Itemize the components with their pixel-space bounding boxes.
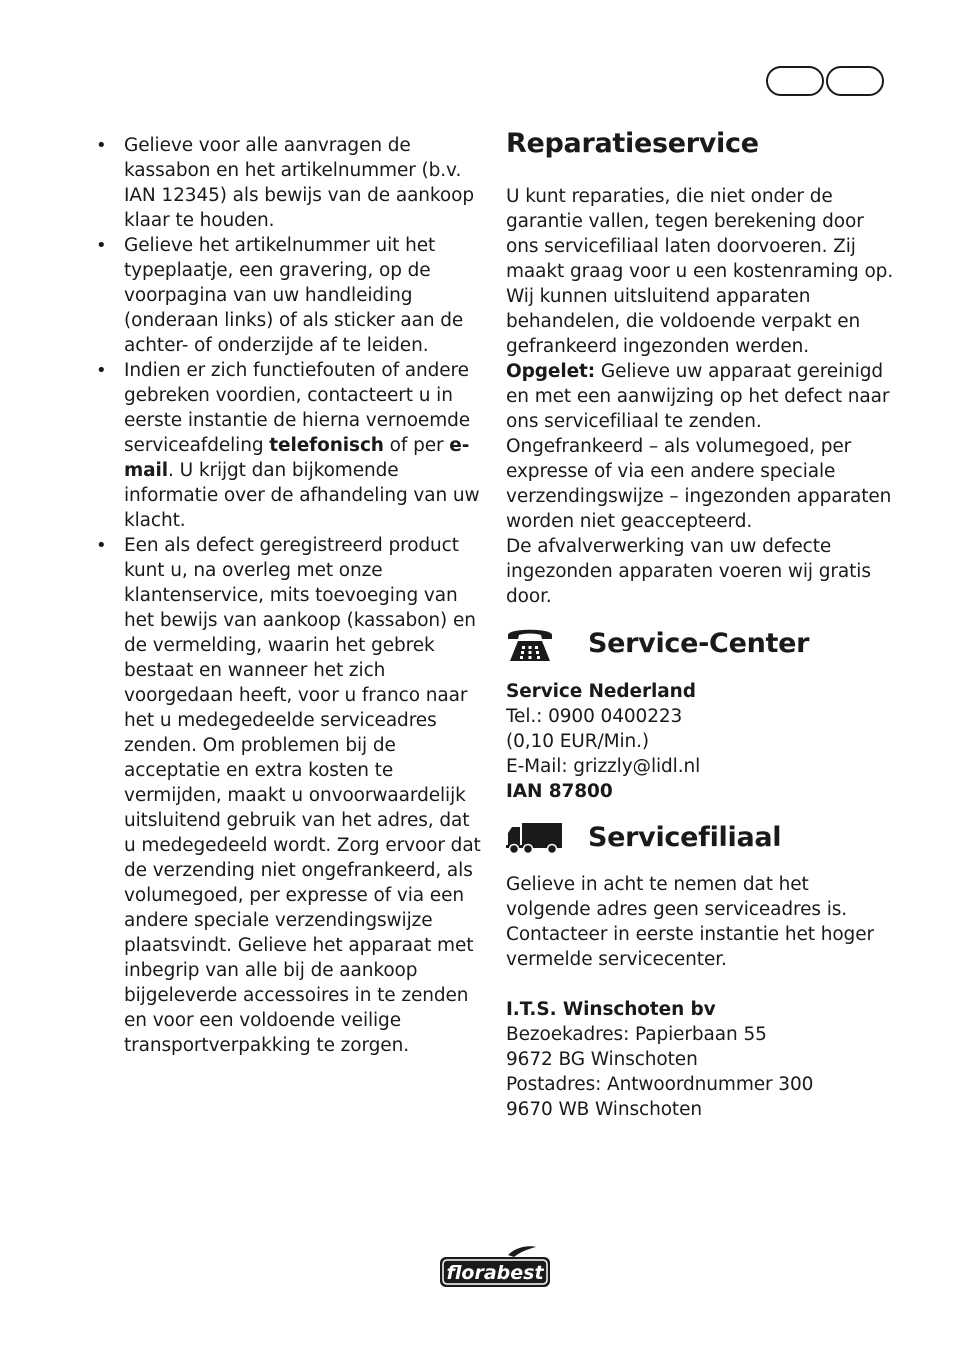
address-line: 9670 WB Winschoten	[506, 1099, 702, 1120]
bold-word: e-mail	[124, 435, 470, 481]
list-item	[96, 233, 486, 358]
bullet-text: Een als defect geregistreerd product kunt u, na overleg met onze klantenservice, mits toevoeging van het bewijs van aankoop (kassabon) en de vermelding, waarin het gebrek bestaat en wanneer het zich voorgedaan heeft, voor u franco naar het u medegedeelde serviceadres zenden. Om problemen bij de acceptatie en extra kosten te vermijden, maakt u onvoorwaardelijk uitsluitend gebruik van het adres, dat u medegedeeld wordt. Zorg ervoor dat de verzending niet ongefrankeerd, als volumegoed, per expresse of via een andere speciale verzendingswijze plaatsvindt. Gelieve het apparaat met inbegrip van alle bij de aankoop bijgeleverde accessoires in te zenden en voor een voldoende veilige transportverpakking te zorgen.	[124, 535, 481, 1056]
bullet-text: of per	[383, 435, 450, 456]
section-title-service-center: Service-Center	[588, 628, 810, 659]
paragraph: Gelieve in acht te nemen dat het volgende adres geen serviceadres is. Contacteer in eerste instantie het hoger vermelde servicecenter.	[506, 874, 874, 970]
list-item	[96, 533, 486, 1058]
address-line: Bezoekadres: Papierbaan 55	[506, 1024, 767, 1045]
list-item	[96, 358, 486, 533]
service-rate: (0,10 EUR/Min.)	[506, 731, 650, 752]
language-badge-2	[826, 66, 884, 96]
service-tel: Tel.: 0900 0400223	[506, 706, 683, 727]
truck-icon	[506, 821, 564, 855]
address-line: 9672 BG Winschoten	[506, 1049, 698, 1070]
language-badges	[766, 66, 884, 96]
left-column	[96, 133, 486, 1058]
bold-label: Opgelet:	[506, 361, 596, 382]
address-line: Postadres: Antwoordnummer 300	[506, 1074, 814, 1095]
service-ian: IAN 87800	[506, 781, 613, 802]
bold-word: telefonisch	[269, 435, 384, 456]
paragraph: De afvalverwerking van uw defecte ingezonden apparaten voeren wij gratis door.	[506, 536, 871, 607]
service-name: Service Nederland	[506, 681, 696, 702]
servicefiliaal-header	[506, 820, 896, 856]
bullet-list	[96, 133, 486, 1058]
paragraph: Ongefrankeerd – als volumegoed, per expresse of via een andere speciale verzendingswijze – ingezonden apparaten worden niet geaccepteerd.	[506, 436, 892, 532]
list-item	[96, 133, 486, 233]
section-title-reparatieservice: Reparatieservice	[506, 128, 759, 159]
paragraph-text: Gelieve uw apparaat gereinigd en met een aanwijzing op het defect naar ons servicefiliaal te zenden.	[506, 361, 890, 432]
telephone-icon	[506, 625, 554, 663]
logo-text: florabest	[446, 1262, 544, 1284]
florabest-logo	[438, 1243, 552, 1293]
paragraph: U kunt reparaties, die niet onder de garantie vallen, tegen berekening door ons servicefiliaal laten doorvoeren. Zij maakt graag voor u een kostenraming op.	[506, 186, 894, 282]
section-title-servicefiliaal: Servicefiliaal	[588, 822, 782, 853]
bullet-text: Gelieve voor alle aanvragen de kassabon en het artikelnummer (b.v. IAN 12345) als bewijs van de aankoop klaar te houden.	[124, 135, 474, 231]
language-badge-1	[766, 66, 824, 96]
paragraph	[506, 359, 896, 434]
bullet-text: . U krijgt dan bijkomende informatie over de afhandeling van uw klacht.	[124, 460, 480, 531]
service-center-header	[506, 625, 896, 663]
paragraph: Wij kunnen uitsluitend apparaten behandelen, die voldoende verpakt en gefrankeerd ingezonden werden.	[506, 286, 861, 357]
service-email: E-Mail: grizzly@lidl.nl	[506, 756, 701, 777]
bullet-text: Indien er zich functiefouten of andere gebreken voordien, contacteert u in eerste instantie de hierna vernoemde serviceafdeling	[124, 360, 471, 456]
company-name: I.T.S. Winschoten bv	[506, 999, 716, 1020]
right-column	[506, 126, 896, 1122]
bullet-text: Gelieve het artikelnummer uit het typeplaatje, een gravering, op de voorpagina van uw handleiding (onderaan links) of als sticker aan de achter- of onderzijde af te leiden.	[124, 235, 464, 356]
